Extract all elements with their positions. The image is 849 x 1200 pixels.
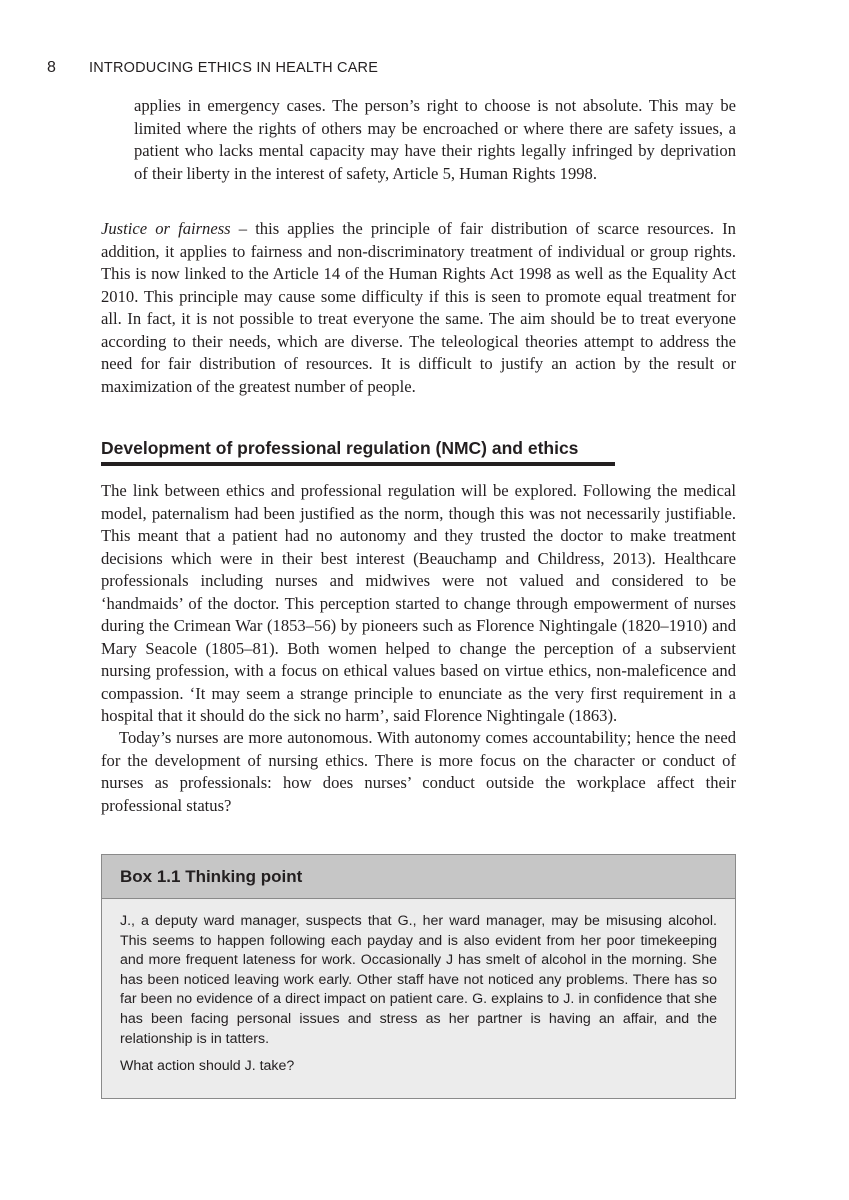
box-question: What action should J. take? [120,1058,295,1075]
box-body [102,899,735,1077]
box-title: Box 1.1 Thinking point [102,855,735,899]
thinking-point-box [101,854,736,1099]
section-paragraph-1: The link between ethics and professional regulation will be explored. Following the medical model, paternalism had been justified as the norm, though this was not necessarily justifiable. This meant that a patient had no autonomy and they trusted the doctor to make treatment decisions which were in their best interest (Beauchamp and Childress, 2013). Healthcare professionals including nurses and midwives were not valued and considered to be ‘handmaids’ of the doctor. This perception started to change through empowerment of nurses during the Crimean War (1853–56) by pioneers such as Florence Nightingale (1820–1910) and Mary Seacole (1805–81). Both women helped to change the perception of a subservient nursing profession, with a focus on ethical values based on virtue ethics, non-maleficence and compassion. ‘It may seem a strange principle to enunciate as the very first requirement in a hospital that it should do the sick no harm’, said Florence Nightingale (1863). [101,481,736,725]
section-paragraph-2: Today’s nurses are more autonomous. With autonomy comes accountability; hence the need for the development of nursing ethics. There is more focus on the character or conduct of nurses as professionals: how does nurses’ conduct outside the workplace affect their professional status? [101,728,736,815]
continued-list-item: applies in emergency cases. The person’s right to choose is not absolute. This may be limited where the rights of others may be encroached or where there are safety issues, a patient who lacks mental capacity may have their rights legally infringed by deprivation of their liberty in the interest of safety, Article 5, Human Rights 1998. [134,96,736,183]
running-head-title: INTRODUCING ETHICS IN HEALTH CARE [89,60,379,76]
section-heading: Development of professional regulation (NMC) and ethics [101,438,615,466]
page-number: 8 [47,59,57,76]
justice-paragraph [101,218,736,398]
box-scenario-text: J., a deputy ward manager, suspects that G., her ward manager, may be misusing alcohol. This seems to happen following each payday and is also evident from her poor timekeeping and more frequent lateness for work. Occasionally J has smelt of alcohol in the morning. She has been noticed leaving work early. Other staff have not noticed any problems. There has so far been no evidence of a direct impact on patient care. G. explains to J. in confidence that she has been facing personal issues and stress as her partner is having an affair, and the relationship is in tatters. [120,913,717,1047]
running-head [47,59,378,77]
justice-text: – this applies the principle of fair distribution of scarce resources. In addition, it applies to fairness and non-discriminatory treatment of individual or group rights. This is now linked to the Article 14 of the Human Rights Act 1998 as well as the Equality Act 2010. This principle may cause some difficulty if this is seen to promote equal treatment for all. In fact, it is not possible to treat everyone the same. The aim should be to treat everyone according to their needs, which are diverse. The teleological theories attempt to address the need for fair distribution of resources. It is difficult to justify an action by the result or maximization of the greatest number of people. [101,219,736,396]
justice-term: Justice or fairness [101,219,231,238]
